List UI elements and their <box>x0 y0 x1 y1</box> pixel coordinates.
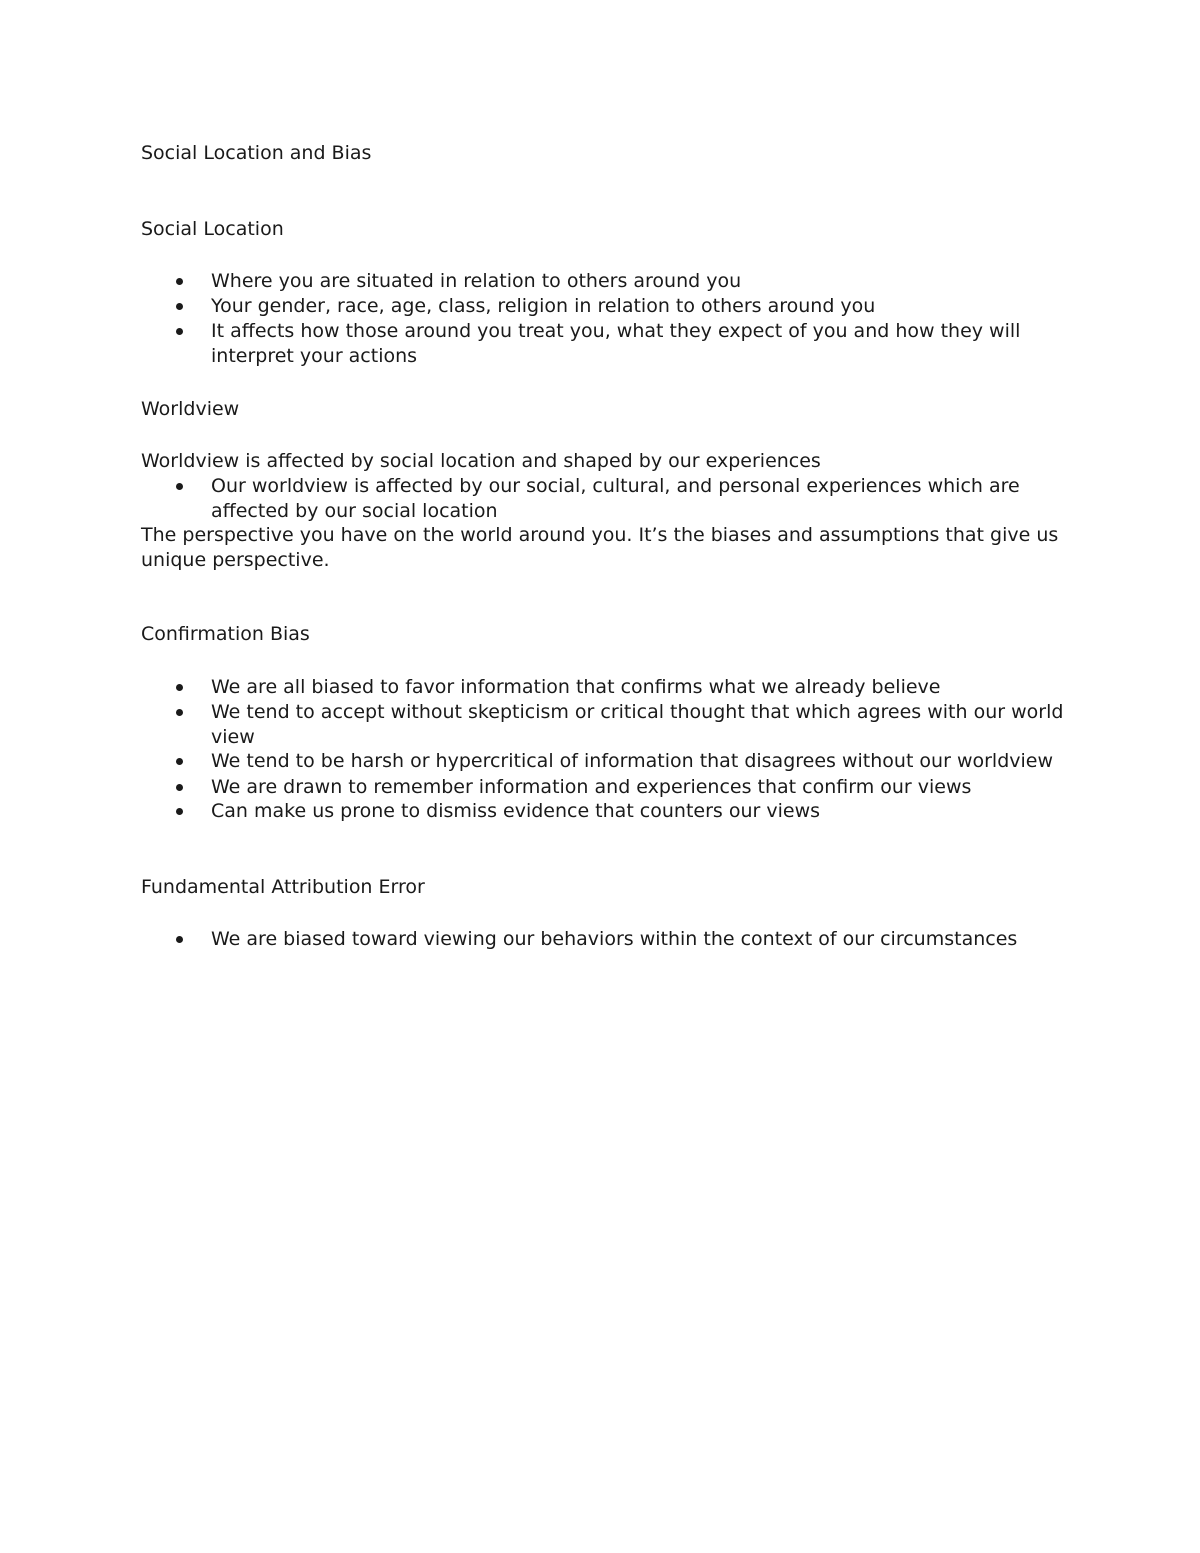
list-item: We are drawn to remember information and experiences that confirm our views <box>211 776 972 798</box>
document-title: Social Location and Bias <box>141 142 372 164</box>
list-item: We tend to be harsh or hypercritical of information that disagrees without our worldview <box>211 750 1054 772</box>
worldview-intro: Worldview is affected by social location and shaped by our experiences <box>141 450 821 472</box>
worldview-paragraph: The perspective you have on the world around you. It’s the biases and assumptions that give us unique perspective. <box>141 524 1059 571</box>
list-item: It affects how those around you treat you, what they expect of you and how they will interpret your actions <box>211 320 1021 367</box>
list-item: We are all biased to favor information that confirms what we already believe <box>211 676 941 698</box>
list-item: Can make us prone to dismiss evidence that counters our views <box>211 800 821 822</box>
section-heading-confirmation-bias: Confirmation Bias <box>141 623 310 645</box>
list-item: We are biased toward viewing our behaviors within the context of our circumstances <box>211 928 1018 950</box>
list-item: Our worldview is affected by our social, cultural, and personal experiences which are affected by our social location <box>211 475 1020 522</box>
list-item: We tend to accept without skepticism or critical thought that which agrees with our world view <box>211 701 1064 748</box>
list-item: Where you are situated in relation to others around you <box>211 270 742 292</box>
section-heading-worldview: Worldview <box>141 398 240 420</box>
section-heading-social-location: Social Location <box>141 218 284 240</box>
section-heading-fundamental-attribution-error: Fundamental Attribution Error <box>141 876 425 898</box>
list-item: Your gender, race, age, class, religion in relation to others around you <box>211 295 876 317</box>
